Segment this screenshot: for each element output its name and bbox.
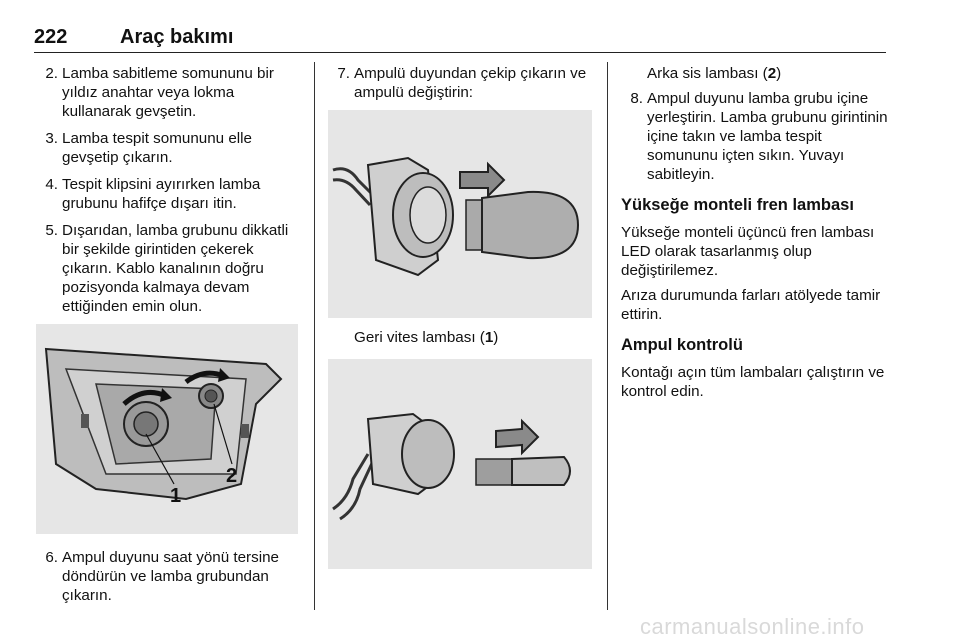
step-text: Lamba tespit somununu elle gevşetip çıkarın. bbox=[62, 130, 252, 166]
paragraph: Arıza durumunda farları atölyede tamir ettirin. bbox=[621, 287, 881, 323]
lamp-assembly-figure bbox=[36, 324, 298, 534]
step-6 bbox=[36, 548, 304, 605]
chapter-title: Araç bakımı bbox=[120, 26, 234, 48]
step-8 bbox=[621, 89, 889, 184]
step-text: Lamba sabitleme somununu bir yıldız anahtar veya lokma kullanarak gevşetin. bbox=[62, 65, 274, 120]
caption-reverse-lamp bbox=[328, 328, 600, 347]
step-5 bbox=[36, 221, 304, 316]
column-2 bbox=[328, 64, 600, 569]
caption-text-end: ) bbox=[493, 329, 499, 346]
step-text: Ampul duyunu saat yönü tersine döndürün ve lamba grubundan çıkarın. bbox=[62, 549, 279, 604]
step-number: 8. bbox=[630, 90, 643, 107]
step-text: Ampulü duyundan çekip çıkarın ve ampulü değiştirin: bbox=[354, 65, 587, 101]
page-number: 222 bbox=[34, 26, 68, 48]
step-number: 7. bbox=[337, 65, 350, 82]
step-3 bbox=[36, 129, 304, 167]
caption-bold: 1 bbox=[484, 329, 494, 346]
column-1 bbox=[36, 64, 304, 613]
caption-text-end: ) bbox=[776, 65, 782, 82]
step-text: Tespit klipsini ayırırken lamba grubunu hafifçe dışarı itin. bbox=[62, 176, 261, 212]
fog-bulb-illustration bbox=[328, 359, 592, 569]
step-number: 3. bbox=[45, 130, 58, 147]
caption-text: Arka sis lambası ( bbox=[647, 65, 768, 82]
reverse-bulb-illustration bbox=[328, 110, 592, 318]
step-text: Ampul duyunu lamba grubu içine yerleştirin. Lamba grubunu girintinin içine takın ve lamba tespit somununu içten sıkın. Yuvayı sabitleyin. bbox=[647, 90, 888, 183]
step-number: 6. bbox=[45, 549, 58, 566]
caption-fog-lamp bbox=[621, 64, 889, 83]
step-number: 4. bbox=[45, 176, 58, 193]
paragraph: Yükseğe monteli üçüncü fren lambası LED olarak tasarlanmış olup değiştirilemez. bbox=[621, 224, 875, 279]
fog-bulb-figure bbox=[328, 359, 592, 569]
watermark: carmanualsonline.info bbox=[640, 614, 865, 639]
column-divider bbox=[314, 62, 315, 610]
label-1: 1 bbox=[170, 485, 182, 507]
caption-text: Geri vites lambası ( bbox=[354, 329, 485, 346]
step-number: 2. bbox=[45, 65, 58, 82]
lamp-assembly-illustration bbox=[36, 324, 298, 534]
section-heading-brake-lamp: Yükseğe monteli fren lambası bbox=[621, 196, 854, 214]
step-number: 5. bbox=[45, 222, 58, 239]
column-divider bbox=[607, 62, 608, 610]
reverse-bulb-figure bbox=[328, 110, 592, 318]
step-4 bbox=[36, 175, 304, 213]
column-3 bbox=[621, 64, 889, 407]
caption-bold: 2 bbox=[767, 65, 777, 82]
step-7 bbox=[328, 64, 600, 102]
paragraph: Kontağı açın tüm lambaları çalıştırın ve kontrol edin. bbox=[621, 364, 885, 400]
step-2 bbox=[36, 64, 304, 121]
page-header bbox=[34, 26, 886, 53]
label-2: 2 bbox=[226, 465, 238, 487]
section-heading-bulb-check: Ampul kontrolü bbox=[621, 336, 743, 354]
step-text: Dışarıdan, lamba grubunu dikkatli bir şekilde girintiden çekerek çıkarın. Kablo kanalının doğru pozisyonda kalmaya devam ettiğinden emin olun. bbox=[62, 222, 289, 315]
